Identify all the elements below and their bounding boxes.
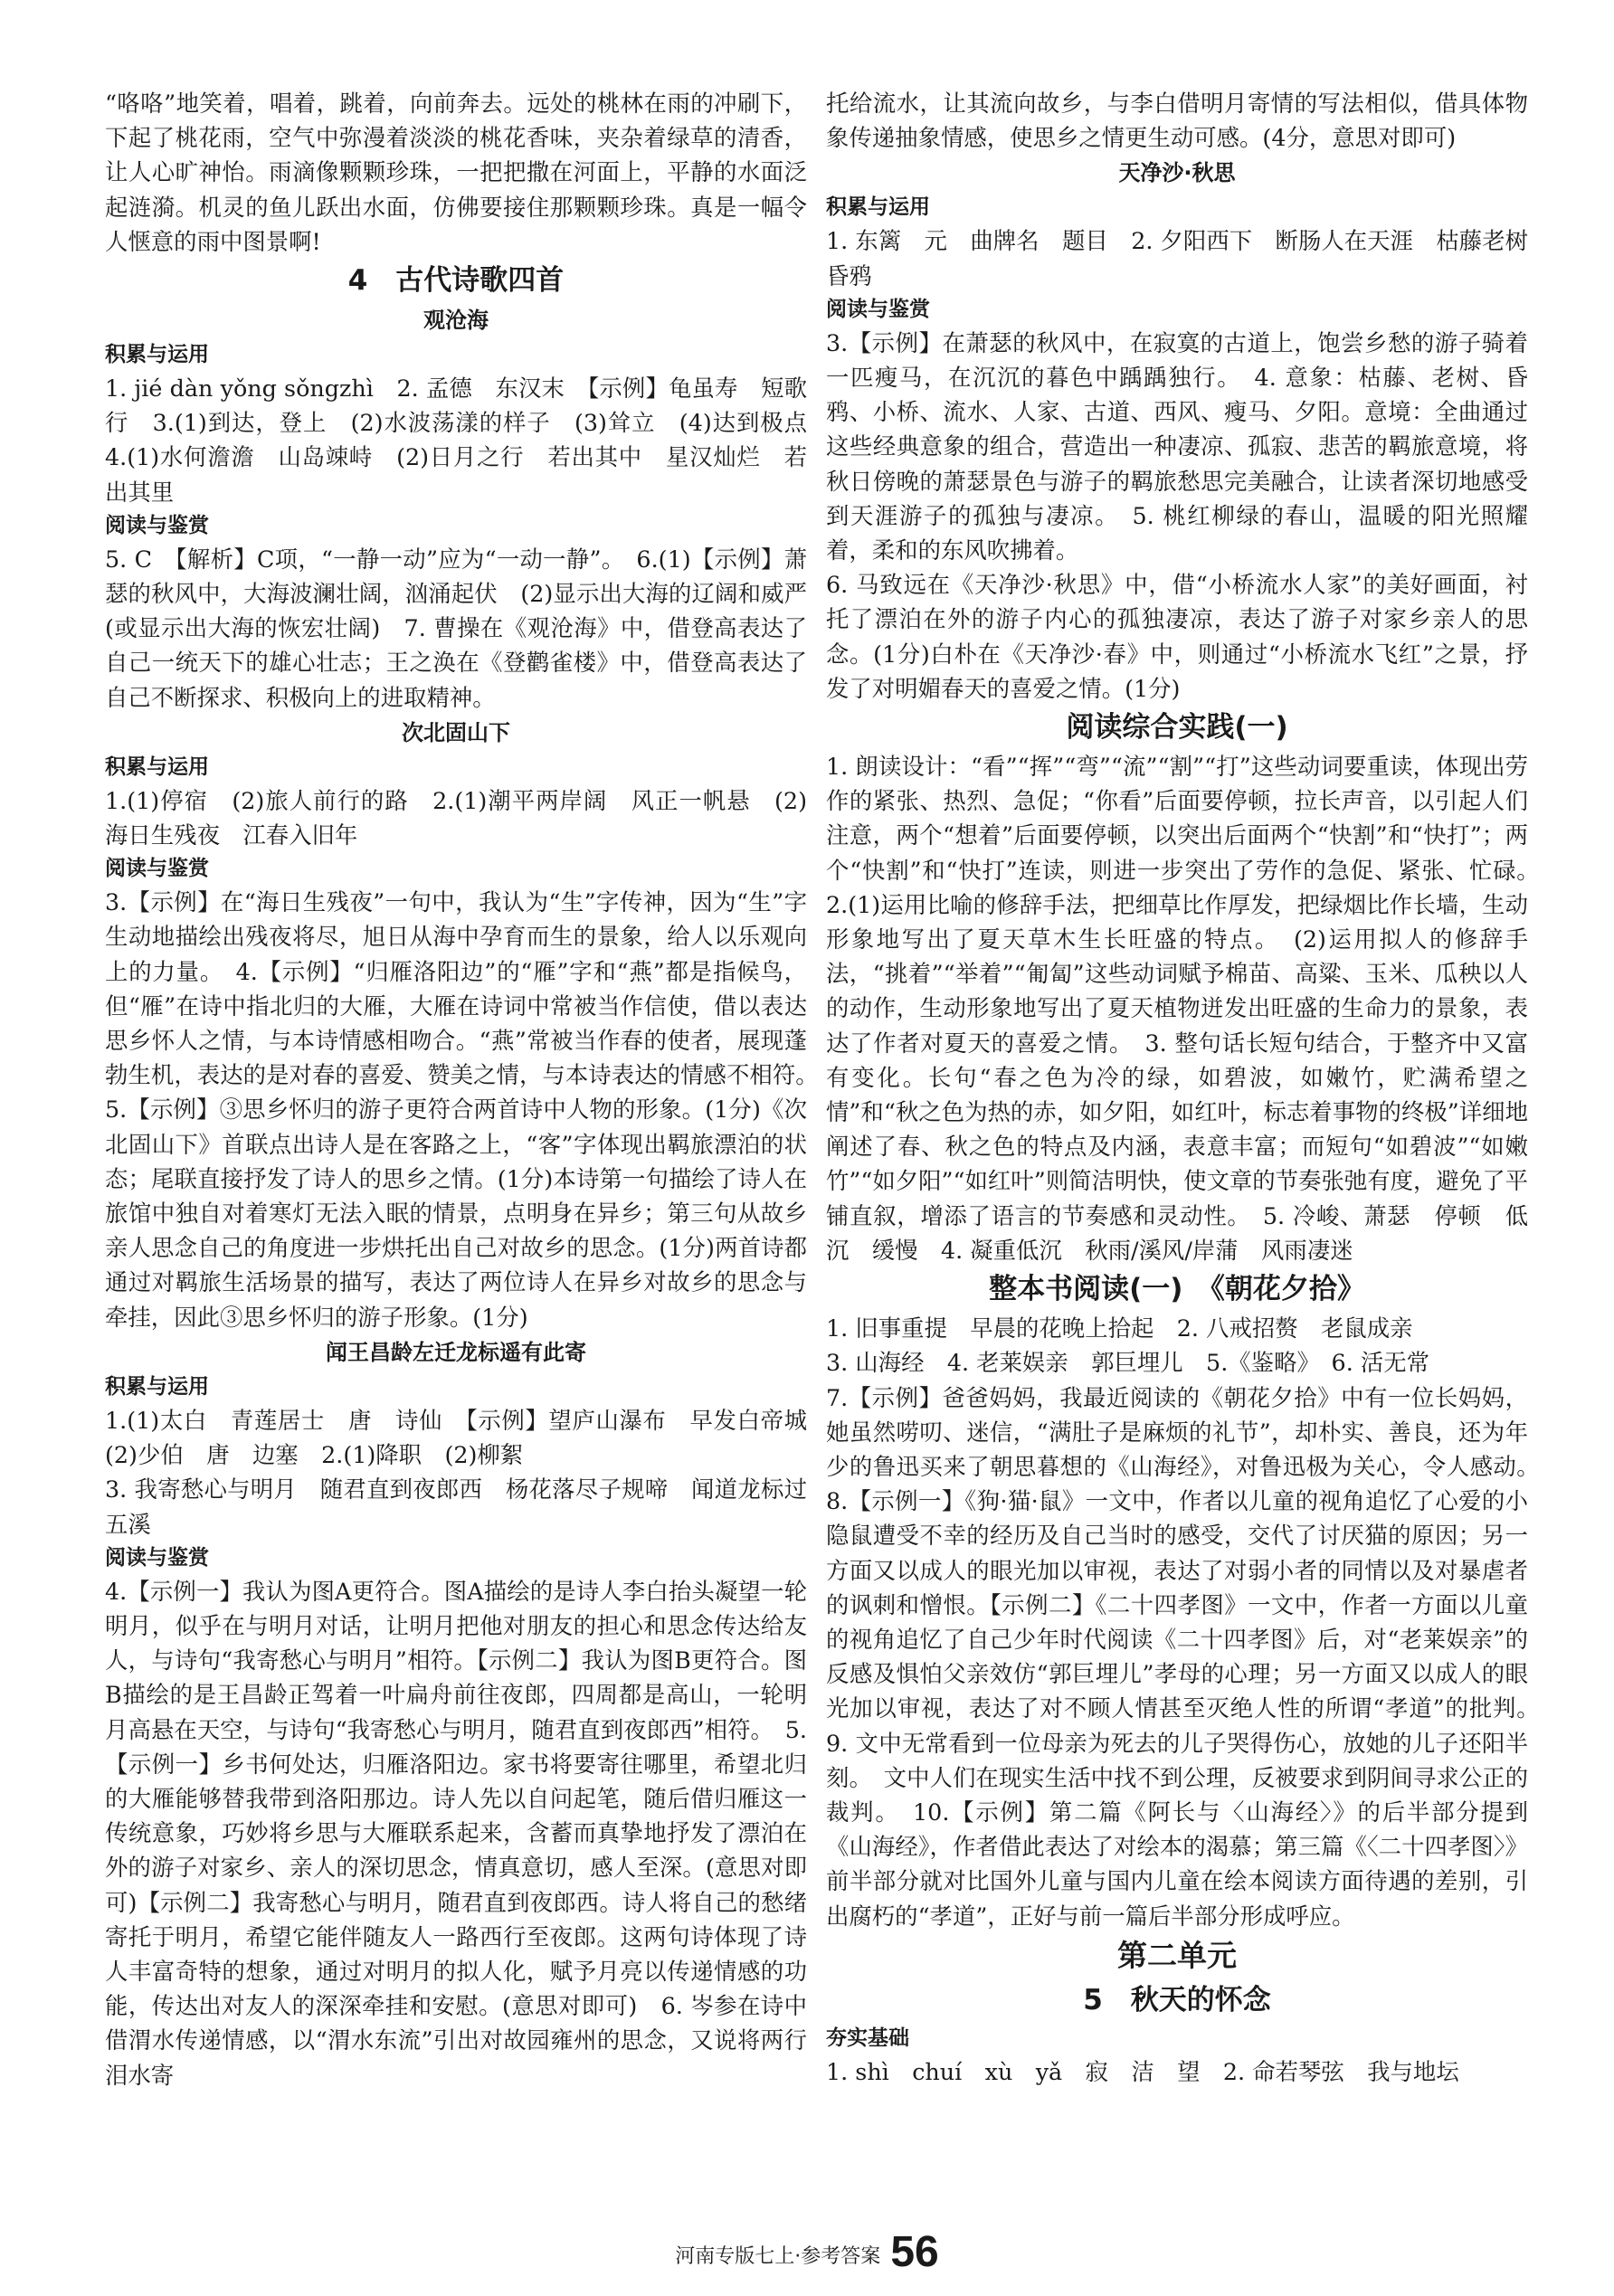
section-heading: 阅读与鉴赏 — [826, 297, 930, 321]
poem-title: 天净沙·秋思 — [1118, 160, 1236, 186]
page-footer — [0, 2227, 1614, 2277]
section-heading: 阅读与鉴赏 — [105, 857, 209, 881]
answer-paragraph: 3.【示例】在萧瑟的秋风中，在寂寞的古道上，饱尝乡愁的游子骑着一匹瘦马，在沉沉的暮色中踽踽独行。 4. 意象：枯藤、老树、昏鸦、小桥、流水、人家、古道、西风、瘦马、夕阳。意境：全曲通过这些经典意象的组合，营造出一种凄凉、孤寂、悲苦的羁旅意境，将秋日傍晚的萧瑟景色与游子的羁旅愁思完美融合，让读者深切地感受到天涯游子的孤独与凄凉。 5. 桃红柳绿的春山，温暖的阳光照耀着，柔和的东风吹拂着。 — [826, 328, 1528, 565]
section-heading: 积累与运用 — [105, 1374, 209, 1399]
section-heading: 积累与运用 — [105, 754, 209, 779]
answer-paragraph: 3.【示例】在“海日生残夜”一句中，我认为“生”字传神，因为“生”字生动地描绘出残夜将尽，旭日从海中孕育而生的景象，给人以乐观向上的力量。 4.【示例】“归雁洛阳边”的“雁”字和“燕”都是指候鸟，但“雁”在诗中指北归的大雁，大雁在诗词中常被当作信使，借以表达思乡怀人之情，与本诗情感相吻合。“燕”常被当作春的使者，展现蓬勃生机，表达的是对春的喜爱、赞美之情，与本诗表达的情感不相符。 5.【示例】③思乡怀归的游子更符合两首诗中人物的形象。(1分)《次北固山下》首联点出诗人是在客路之上，“客”字体现出羁旅漂泊的状态；尾联直接抒发了诗人的思乡之情。(1分)本诗第一句描绘了诗人在旅馆中独自对着寒灯无法入眠的情景，点明身在异乡；第三句从故乡亲人思念自己的角度进一步烘托出自己对故乡的思念。(1分)两首诗都通过对羁旅生活场景的描写，表达了两位诗人在异乡对故乡的思念与牵挂，因此③思乡怀归的游子形象。(1分) — [105, 888, 831, 1331]
answer-paragraph: 1. 东篱 元 曲牌名 题目 2. 夕阳西下 断肠人在天涯 枯藤老树昏鸦 — [826, 227, 1528, 289]
footer-label: 河南专版七上·参考答案 — [675, 2245, 881, 2268]
answer-paragraph: 1.(1)停宿 (2)旅人前行的路 2.(1)潮平两岸阔 风正一帆悬 (2)海日生残夜 江春入旧年 — [105, 786, 807, 849]
lesson-title: 阅读综合实践(一) — [1066, 711, 1288, 745]
right-column — [826, 86, 1552, 2089]
section-heading: 积累与运用 — [826, 195, 930, 220]
poem-title: 观沧海 — [423, 308, 489, 334]
lesson-title: 整本书阅读(一) 《朝花夕拾》 — [989, 1273, 1365, 1306]
section-heading: 夯实基础 — [826, 2026, 909, 2050]
answer-paragraph: 1. 旧事重提 早晨的花晚上拾起 2. 八戒招赘 老鼠成亲 — [826, 1314, 1413, 1342]
poem-title: 次北固山下 — [402, 719, 510, 745]
answer-paragraph: 1. 朗读设计：“看”“挥”“弯”“流”“割”“打”这些动词要重读，体现出劳作的紧张、热烈、急促；“你看”后面要停顿，拉长声音，以引起人们注意，两个“想着”后面要停顿，以突出后面两个“快割”和“快打”；两个“快割”和“快打”连读，则进一步突出了劳作的急促、紧张、忙碌。 2.(1)运用比喻的修辞手法，把细草比作厚发，把绿烟比作长墙，生动形象地写出了夏天草木生长旺盛的特点。 (2)运用拟人的修辞手法，“挑着”“举着”“匍匐”这些动词赋予棉苗、高粱、玉米、瓜秧以人的动作，生动形象地写出了夏天植物迸发出旺盛的生命力的景象，表达了作者对夏天的喜爱之情。 3. 整句话长短句结合，于整齐中又富有变化。长句“春之色为冷的绿，如碧波，如嫩竹，贮满希望之情”和“秋之色为热的赤，如夕阳，如红叶，标志着事物的终极”详细地阐述了春、秋之色的特点及内涵，表意丰富；而短句“如碧波”“如嫩竹”“如夕阳”“如红叶”则简洁明快，使文章的节奏张弛有度，避免了平铺直叙，增添了语言的节奏感和灵动性。 5. 冷峻、萧瑟 停顿 低沉 缓慢 4. 凝重低沉 秋雨/溪风/岸蒲 风雨凄迷 — [826, 753, 1552, 1264]
lesson-title: 4 古代诗歌四首 — [347, 264, 565, 298]
answer-paragraph: 3. 我寄愁心与明月 随君直到夜郎西 杨花落尽子规啼 闻道龙标过五溪 — [105, 1475, 807, 1538]
answer-paragraph: 托给流水，让其流向故乡，与李白借明月寄情的写法相似，借具体物象传递抽象情感，使思乡之情更生动可感。(4分，意思对即可) — [826, 90, 1528, 152]
section-heading: 阅读与鉴赏 — [105, 513, 209, 537]
page-number: 56 — [890, 2228, 939, 2276]
answer-paragraph: 3. 山海经 4. 老莱娱亲 郭巨埋儿 5.《鉴略》 6. 活无常 — [826, 1349, 1430, 1377]
answer-paragraph: 1.(1)太白 青莲居士 唐 诗仙 【示例】望庐山瀑布 早发白帝城 (2)少伯 唐 边塞 2.(1)降职 (2)柳絮 — [105, 1406, 831, 1469]
answer-paragraph: 6. 马致远在《天净沙·秋思》中，借“小桥流水人家”的美好画面，衬托了漂泊在外的游子内心的孤独凄凉，表达了游子对家乡亲人的思念。(1分)白朴在《天净沙·春》中，则通过“小桥流水飞红”之景，抒发了对明媚春天的喜爱之情。(1分) — [826, 571, 1528, 702]
answer-paragraph: “咯咯”地笑着，唱着，跳着，向前奔去。远处的桃林在雨的冲刷下，下起了桃花雨，空气中弥漫着淡淡的桃花香味，夹杂着绿草的清香，让人心旷神怡。雨滴像颗颗珍珠，一把把撒在河面上，平静的水面泛起涟漪。机灵的鱼儿跃出水面，仿佛要接住那颗颗珍珠。真是一幅令人惬意的雨中图景啊! — [105, 90, 807, 255]
left-column — [105, 86, 831, 2092]
answer-paragraph: 1. shì chuí xù yǎ 寂 洁 望 2. 命若琴弦 我与地坛 — [826, 2057, 1459, 2085]
answer-paragraph: 7.【示例】爸爸妈妈，我最近阅读的《朝花夕拾》中有一位长妈妈，她虽然唠叨、迷信，“满肚子是麻烦的礼节”，却朴实、善良，还为年少的鲁迅买来了朝思暮想的《山海经》，对鲁迅极为关心，令人感动。 8.【示例一】《狗·猫·鼠》一文中，作者以儿童的视角追忆了心爱的小隐鼠遭受不幸的经历及自己当时的感受，交代了讨厌猫的原因；另一方面又以成人的眼光加以审视，表达了对弱小者的同情以及对暴虐者的讽刺和憎恨。【示例二】《二十四孝图》一文中，作者一方面以儿童的视角追忆了自己少年时代阅读《二十四孝图》后，对“老莱娱亲”的反感及惧怕父亲效仿“郭巨埋儿”孝母的心理；另一方面又以成人的眼光加以审视，表达了对不顾人情甚至灭绝人性的所谓“孝道”的批判。 9. 文中无常看到一位母亲为死去的儿子哭得伤心，放她的儿子还阳半刻。 文中人们在现实生活中找不到公理，反被要求到阴间寻求公正的裁判。 10.【示例】第二篇《阿长与〈山海经〉》的后半部分提到《山海经》，作者借此表达了对绘本的渴慕；第三篇《〈二十四孝图〉》前半部分就对比国外儿童与国内儿童在绘本阅读方面待遇的差别，引出腐朽的“孝道”，正好与前一篇后半部分形成呼应。 — [826, 1383, 1552, 1930]
section-heading: 阅读与鉴赏 — [105, 1545, 209, 1570]
answer-paragraph: 1. jié dàn yǒng sǒngzhì 2. 孟德 东汉末 【示例】龟虽寿 短歌行 3.(1)到达，登上 (2)水波荡漾的样子 (3)耸立 (4)达到极点 4.(1)水何澹澹 山岛竦峙 (2)日月之行 若出其中 星汉灿烂 若出其里 — [105, 375, 831, 506]
unit-title: 第二单元 — [1117, 1937, 1237, 1973]
poem-title: 闻王昌龄左迁龙标遥有此寄 — [326, 1339, 586, 1365]
section-heading: 积累与运用 — [105, 343, 209, 367]
answer-paragraph: 4.【示例一】我认为图A更符合。图A描绘的是诗人李白抬头凝望一轮明月，似乎在与明月对话，让明月把他对朋友的担心和思念传达给友人，与诗句“我寄愁心与明月”相符。【示例二】我认为图B更符合。图B描绘的是王昌龄正驾着一叶扁舟前往夜郎，四周都是高山，一轮明月高悬在天空，与诗句“我寄愁心与明月，随君直到夜郎西”相符。 5.【示例一】乡书何处达，归雁洛阳边。家书将要寄往哪里，希望北归的大雁能够替我带到洛阳那边。诗人先以自问起笔，随后借归雁这一传统意象，巧妙将乡思与大雁联系起来，含蓄而真挚地抒发了漂泊在外的游子对家乡、亲人的深切思念，情真意切，感人至深。(意思对即可)【示例二】我寄愁心与明月，随君直到夜郎西。诗人将自己的愁绪寄托于明月，希望它能伴随友人一路西行至夜郎。这两句诗体现了诗人丰富奇特的想象，通过对明月的拟人化，赋予月亮以传递情感的功能，传达出对友人的深深牵挂和安慰。(意思对即可) 6. 岑参在诗中借渭水传递情感，以“渭水东流”引出对故园雍州的思念，又说将两行泪水寄 — [105, 1577, 807, 2089]
answer-paragraph: 5. C 【解析】C项，“一静一动”应为“一动一静”。 6.(1)【示例】萧瑟的秋风中，大海波澜壮阔，汹涌起伏 (2)显示出大海的辽阔和威严(或显示出大海的恢宏壮阔) 7. 曹操在《观沧海》中，借登高表达了自己一统天下的雄心壮志；王之涣在《登鹳雀楼》中，借登高表达了自己不断探求、积极向上的进取精神。 — [105, 545, 807, 711]
lesson-title: 5 秋天的怀念 — [1083, 1983, 1271, 2016]
